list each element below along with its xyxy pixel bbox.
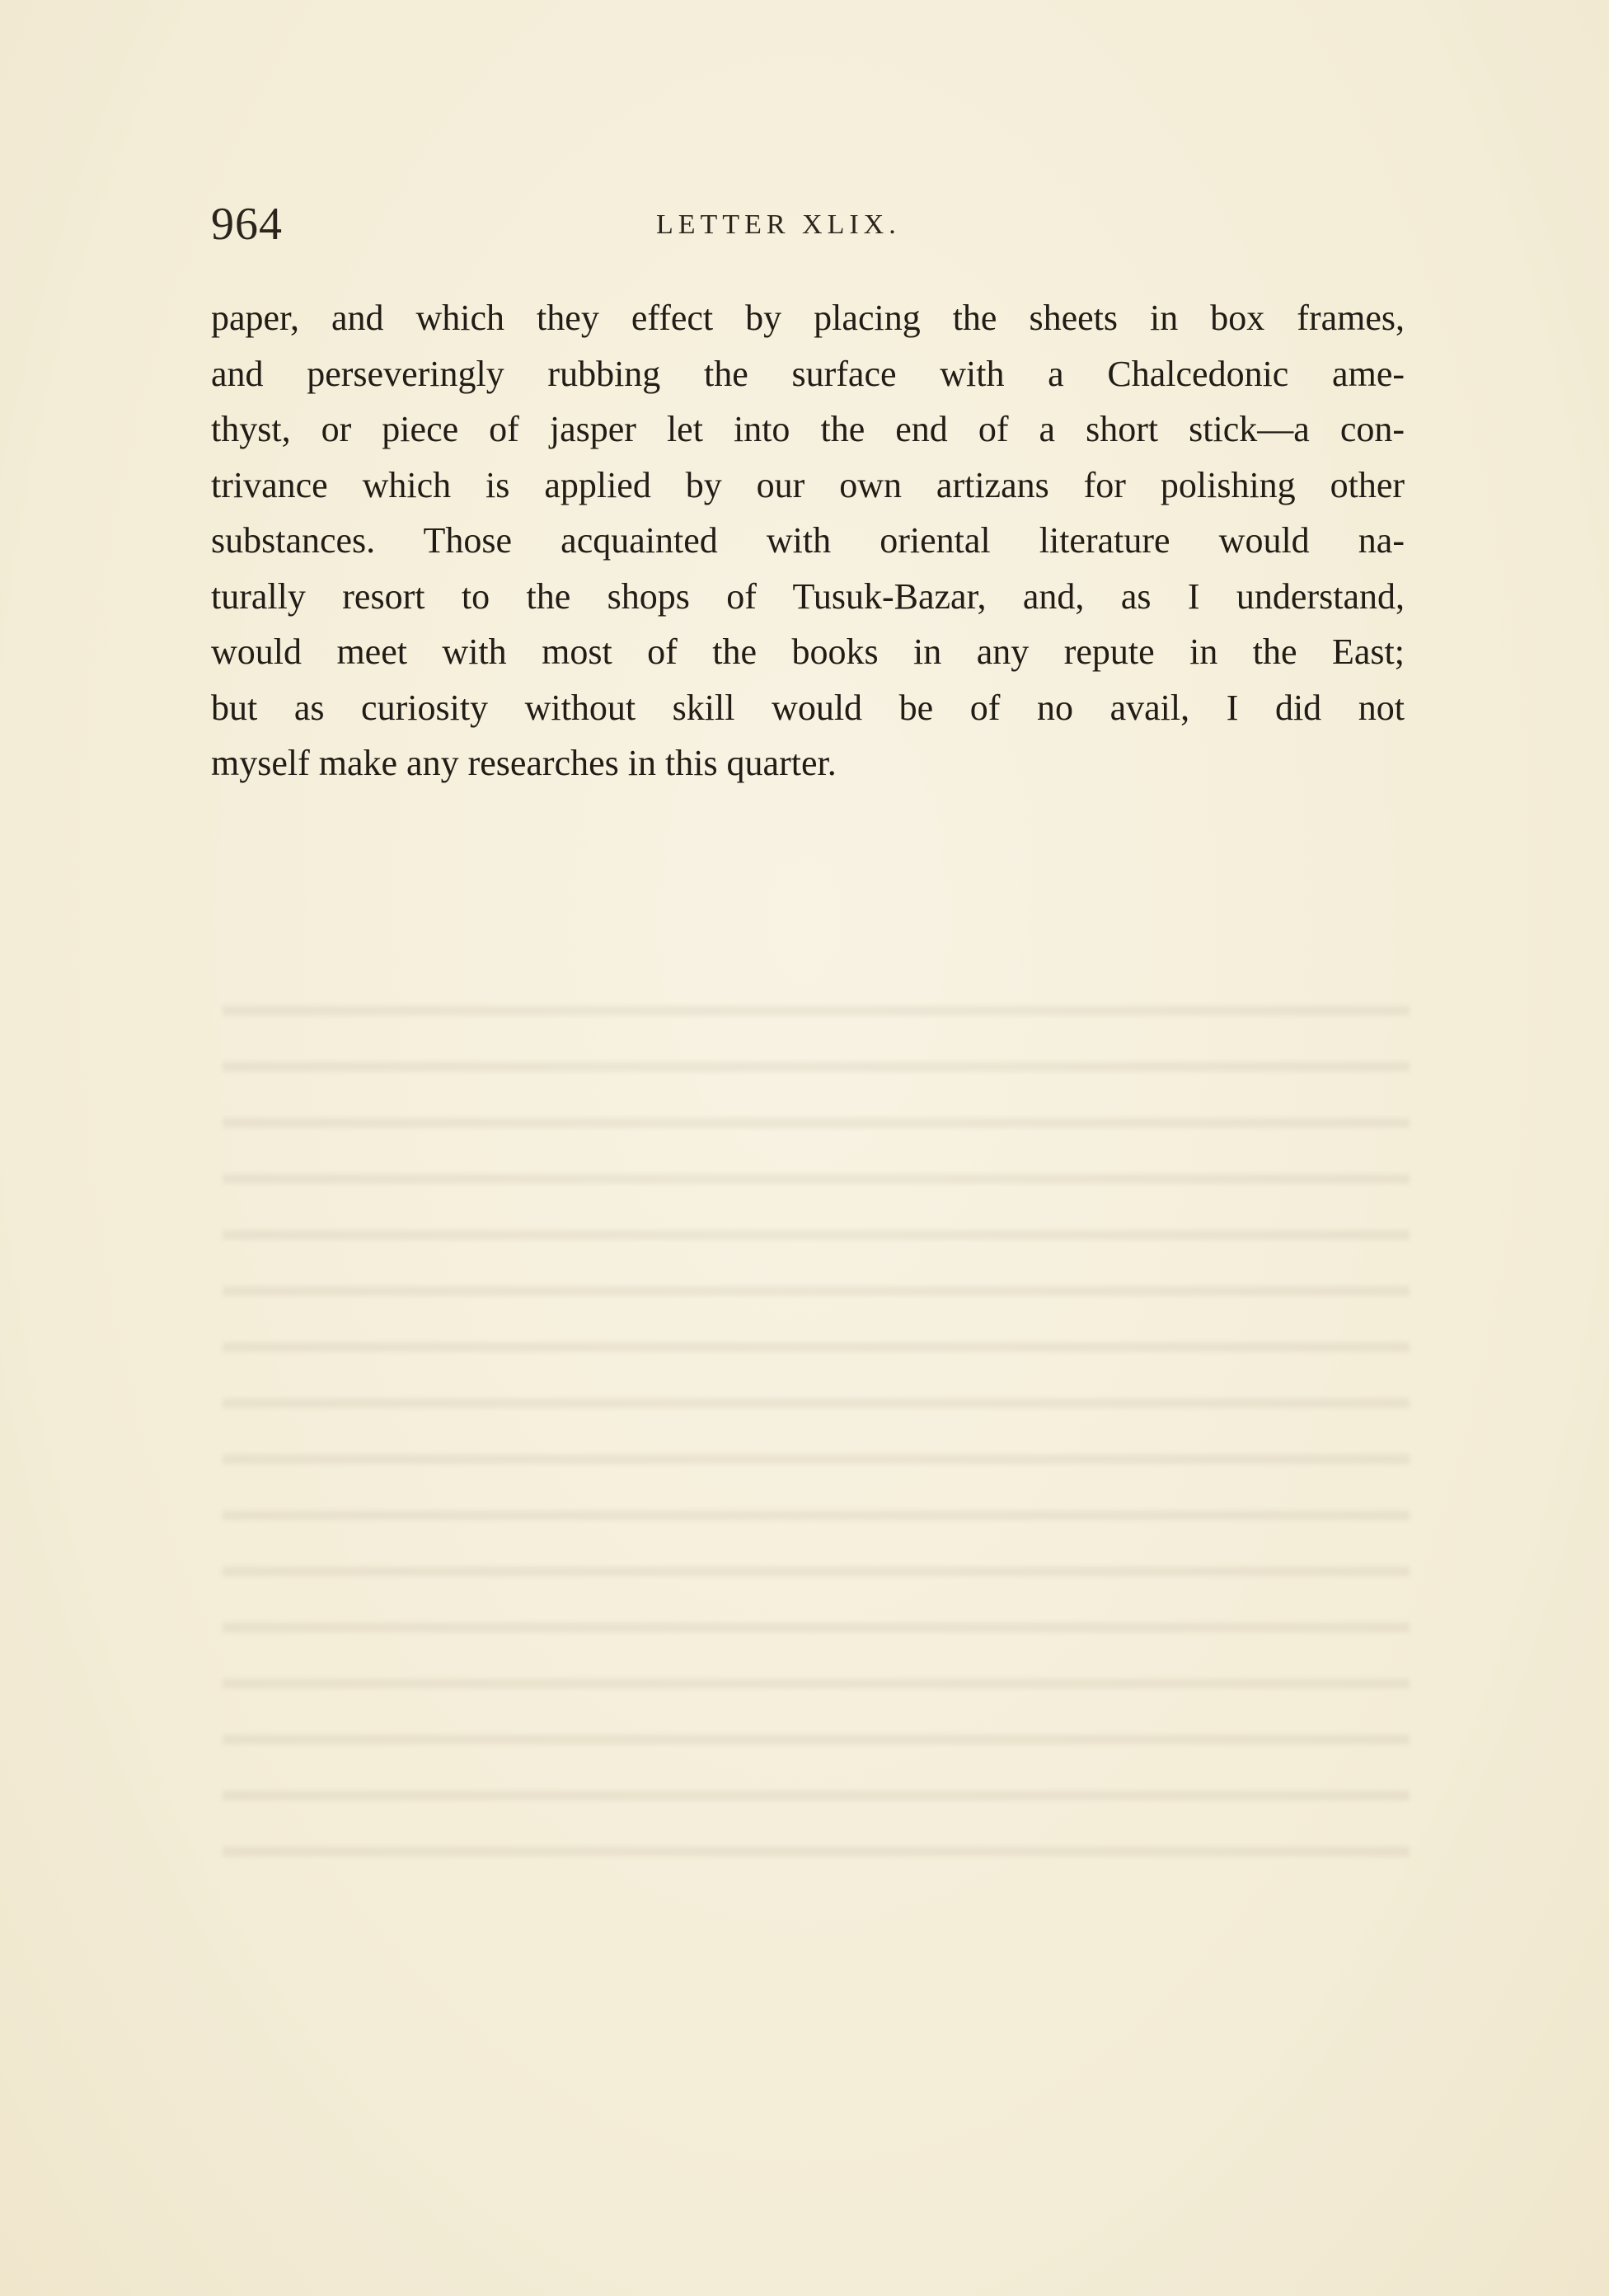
text-line: but as curiosity without skill would be of no avail, I did not xyxy=(211,687,1405,728)
text-line: paper, and which they effect by placing the sheets in box frames, xyxy=(211,298,1405,338)
text-line: thyst, or piece of jasper let into the end of a short stick—a con- xyxy=(211,409,1405,449)
text-line: turally resort to the shops of Tusuk-Bazar, and, as I understand, xyxy=(211,575,1405,617)
text-line: myself make any researches in this quarter. xyxy=(211,743,837,783)
body-text xyxy=(211,290,1405,791)
text-line: would meet with most of the books in any repute in the East; xyxy=(211,632,1405,672)
page-header xyxy=(211,198,1398,264)
show-through-text xyxy=(223,973,1410,1880)
text-line: and perseveringly rubbing the surface with a Chalcedonic ame- xyxy=(211,353,1405,394)
text-line: substances. Those acquainted with oriental literature would na- xyxy=(211,520,1405,561)
running-head: LETTER XLIX. xyxy=(656,209,901,240)
text-line: trivance which is applied by our own artizans for polishing other xyxy=(211,464,1405,505)
page-number: 964 xyxy=(211,199,283,250)
